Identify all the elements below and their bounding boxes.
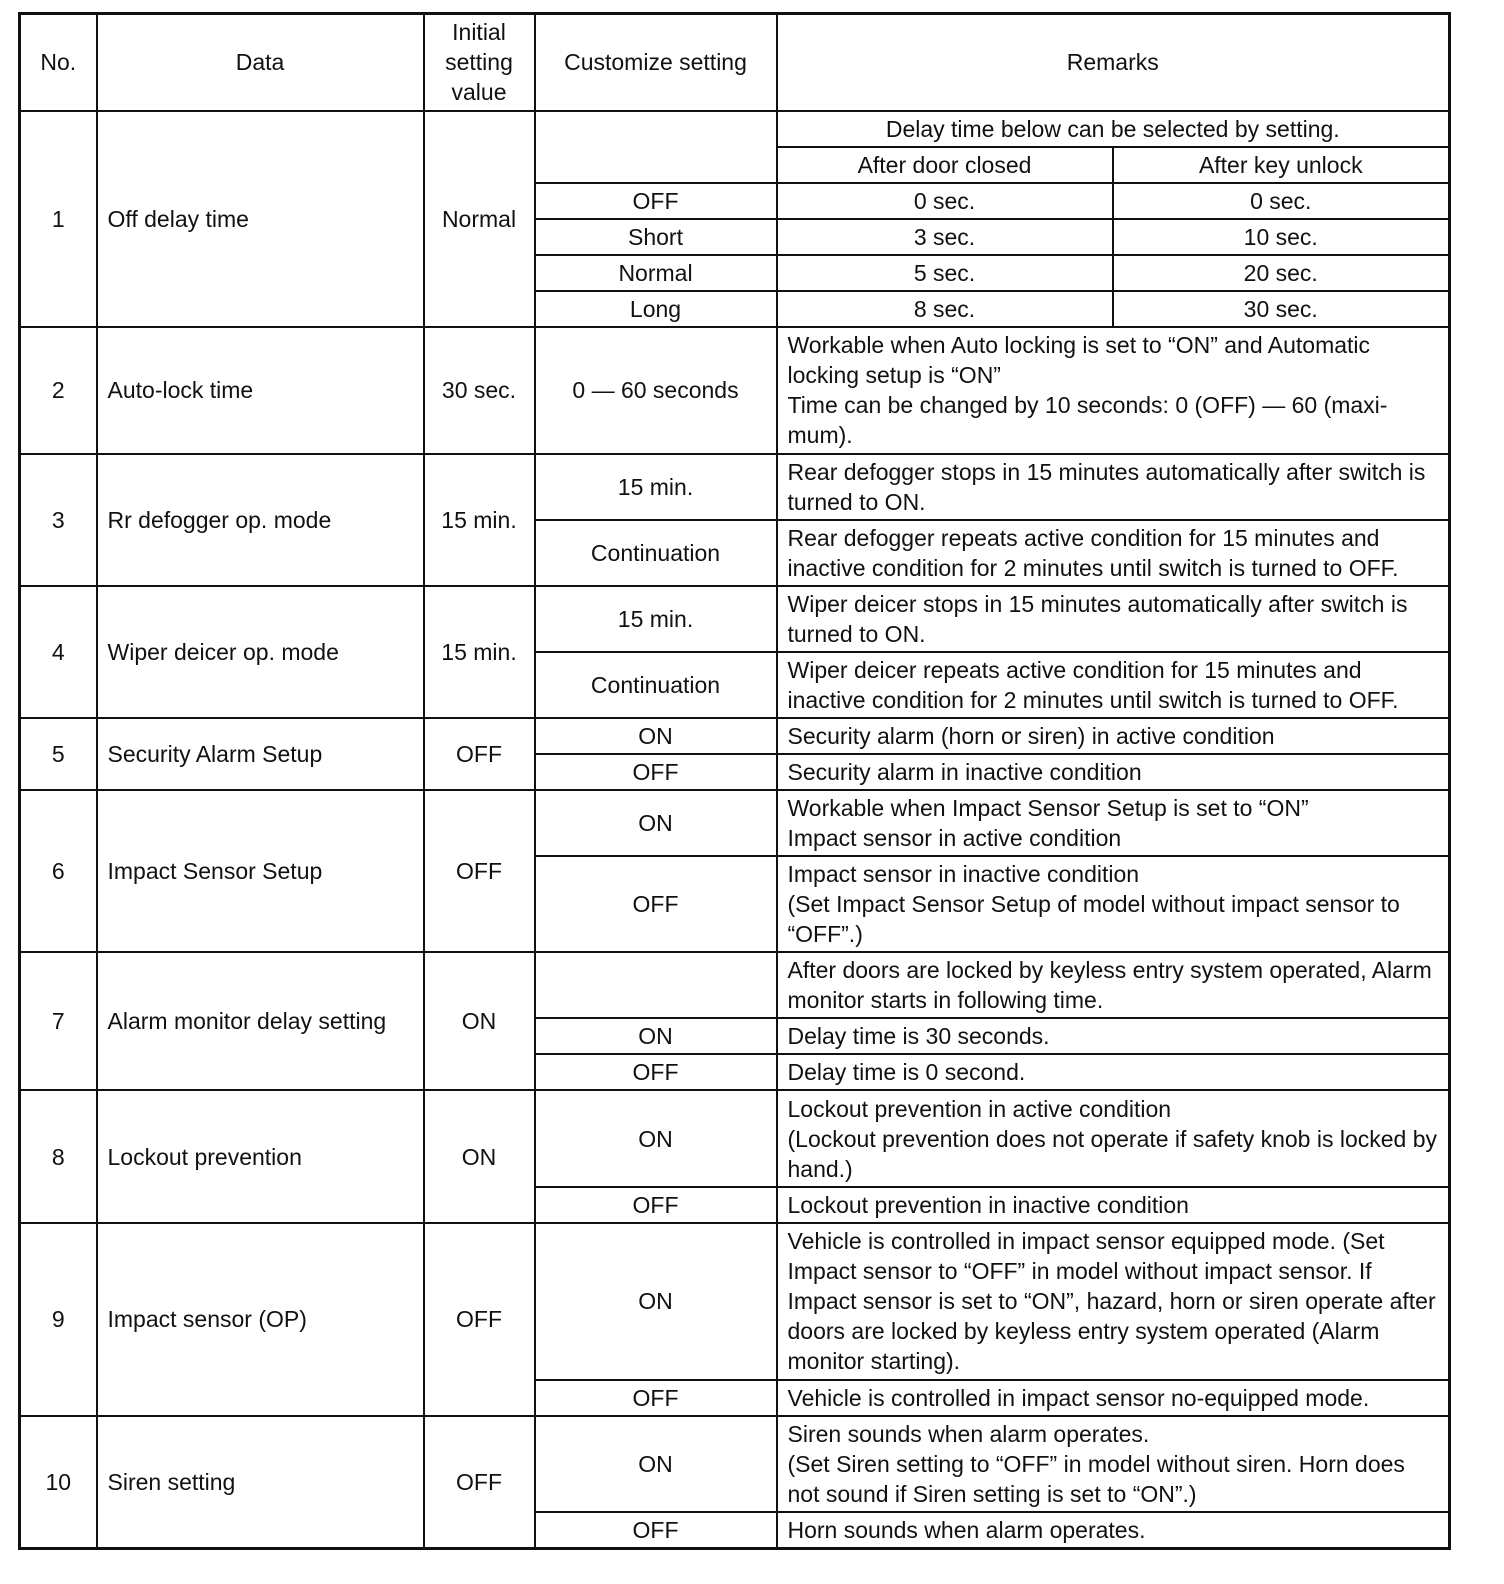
remark: After doors are locked by keyless entry system operated, Alarm monitor starts in following time. (777, 952, 1450, 1018)
header-data: Data (97, 14, 424, 111)
remark: Vehicle is controlled in impact sensor no-equipped mode. (777, 1380, 1450, 1416)
delay-after-key-unlock: 0 sec. (1113, 183, 1450, 219)
header-initial-setting-value: Initial setting value (424, 14, 535, 111)
setting-option: OFF (535, 1187, 777, 1223)
data-item: Auto-lock time (97, 327, 424, 454)
remark: Impact sensor in inactive condition (Set Impact Sensor Setup of model without impact sensor to “OFF”.) (777, 856, 1450, 952)
delay-after-key-unlock: 20 sec. (1113, 255, 1450, 291)
initial-value: OFF (424, 718, 535, 790)
header-row (20, 14, 1450, 111)
delay-after-door-closed: 0 sec. (777, 183, 1113, 219)
delay-after-door-closed: 8 sec. (777, 291, 1113, 327)
row-number: 9 (20, 1223, 97, 1416)
table-row (20, 718, 1450, 754)
remark: Lockout prevention in inactive condition (777, 1187, 1450, 1223)
table-row (20, 586, 1450, 652)
row-number: 2 (20, 327, 97, 454)
setting-option: OFF (535, 1512, 777, 1549)
remark: Vehicle is controlled in impact sensor equipped mode. (Set Impact sensor to “OFF” in model without impact sensor. If Impact sensor is set to “ON”, hazard, horn or siren operate after doors are locked by keyless entry system operated (Alarm monitor starting). (777, 1223, 1450, 1380)
row-number: 3 (20, 454, 97, 586)
remark: Siren sounds when alarm operates. (Set Siren setting to “OFF” in model without siren. Horn does not sound if Siren setting is set to “ON”.) (777, 1416, 1450, 1512)
setting-option: 15 min. (535, 454, 777, 520)
row-number: 4 (20, 586, 97, 718)
table-row (20, 1223, 1450, 1380)
setting-option: ON (535, 1416, 777, 1512)
row-number: 8 (20, 1090, 97, 1222)
data-item: Off delay time (97, 111, 424, 327)
setting-option (535, 952, 777, 1018)
setting-option: OFF (535, 754, 777, 790)
data-item: Impact sensor (OP) (97, 1223, 424, 1416)
setting-option (535, 111, 777, 183)
row-number: 7 (20, 952, 97, 1090)
delay-after-door-closed: 3 sec. (777, 219, 1113, 255)
table-row (20, 327, 1450, 454)
setting-option: OFF (535, 1380, 777, 1416)
initial-value: 30 sec. (424, 327, 535, 454)
setting-option: Continuation (535, 652, 777, 718)
row-number: 1 (20, 111, 97, 327)
delay-after-door-closed: 5 sec. (777, 255, 1113, 291)
remark: Workable when Impact Sensor Setup is set to “ON” Impact sensor in active condition (777, 790, 1450, 856)
data-item: Rr defogger op. mode (97, 454, 424, 586)
data-item: Impact Sensor Setup (97, 790, 424, 952)
delay-after-key-unlock: 10 sec. (1113, 219, 1450, 255)
data-item: Wiper deicer op. mode (97, 586, 424, 718)
setting-option: 0 — 60 seconds (535, 327, 777, 454)
initial-value: 15 min. (424, 454, 535, 586)
table-row (20, 111, 1450, 147)
header-customize-setting: Customize setting (535, 14, 777, 111)
initial-value: OFF (424, 1223, 535, 1416)
table-row (20, 454, 1450, 520)
setting-option: ON (535, 1090, 777, 1186)
remark: Security alarm in inactive condition (777, 754, 1450, 790)
setting-option: Normal (535, 255, 777, 291)
row-number: 10 (20, 1416, 97, 1549)
remark: Rear defogger repeats active condition for 15 minutes and inactive condition for 2 minutes until switch is turned to OFF. (777, 520, 1450, 586)
remark: Security alarm (horn or siren) in active condition (777, 718, 1450, 754)
delay-after-key-unlock: 30 sec. (1113, 291, 1450, 327)
data-item: Security Alarm Setup (97, 718, 424, 790)
data-item: Siren setting (97, 1416, 424, 1549)
table-row (20, 790, 1450, 856)
initial-value: 15 min. (424, 586, 535, 718)
remark: Delay time is 0 second. (777, 1054, 1450, 1090)
setting-option: Continuation (535, 520, 777, 586)
remark: Workable when Auto locking is set to “ON” and Automatic locking setup is “ON” Time can be changed by 10 seconds: 0 (OFF) — 60 (maxi-mum). (777, 327, 1450, 454)
row-number: 6 (20, 790, 97, 952)
initial-value: OFF (424, 790, 535, 952)
initial-value: ON (424, 1090, 535, 1222)
setting-option: 15 min. (535, 586, 777, 652)
remark: Delay time below can be selected by setting. (777, 111, 1450, 147)
data-item: Lockout prevention (97, 1090, 424, 1222)
subheader-after-key-unlock: After key unlock (1113, 147, 1450, 183)
remark: Horn sounds when alarm operates. (777, 1512, 1450, 1549)
setting-option: ON (535, 790, 777, 856)
remark: Rear defogger stops in 15 minutes automatically after switch is turned to ON. (777, 454, 1450, 520)
subheader-after-door-closed: After door closed (777, 147, 1113, 183)
remark: Lockout prevention in active condition (Lockout prevention does not operate if safety knob is locked by hand.) (777, 1090, 1450, 1186)
remark: Delay time is 30 seconds. (777, 1018, 1450, 1054)
table-row (20, 1090, 1450, 1186)
row-number: 5 (20, 718, 97, 790)
data-item: Alarm monitor delay setting (97, 952, 424, 1090)
remark: Wiper deicer repeats active condition for 15 minutes and inactive condition for 2 minutes until switch is turned to OFF. (777, 652, 1450, 718)
setting-option: ON (535, 718, 777, 754)
setting-option: ON (535, 1018, 777, 1054)
initial-value: OFF (424, 1416, 535, 1549)
table-row (20, 952, 1450, 1018)
initial-value: ON (424, 952, 535, 1090)
setting-option: Long (535, 291, 777, 327)
initial-value: Normal (424, 111, 535, 327)
setting-option: ON (535, 1223, 777, 1380)
customize-settings-table (18, 12, 1451, 1550)
remark: Wiper deicer stops in 15 minutes automatically after switch is turned to ON. (777, 586, 1450, 652)
header-remarks: Remarks (777, 14, 1450, 111)
setting-option: Short (535, 219, 777, 255)
setting-option: OFF (535, 183, 777, 219)
setting-option: OFF (535, 1054, 777, 1090)
table-row (20, 1416, 1450, 1512)
setting-option: OFF (535, 856, 777, 952)
header-no: No. (20, 14, 97, 111)
